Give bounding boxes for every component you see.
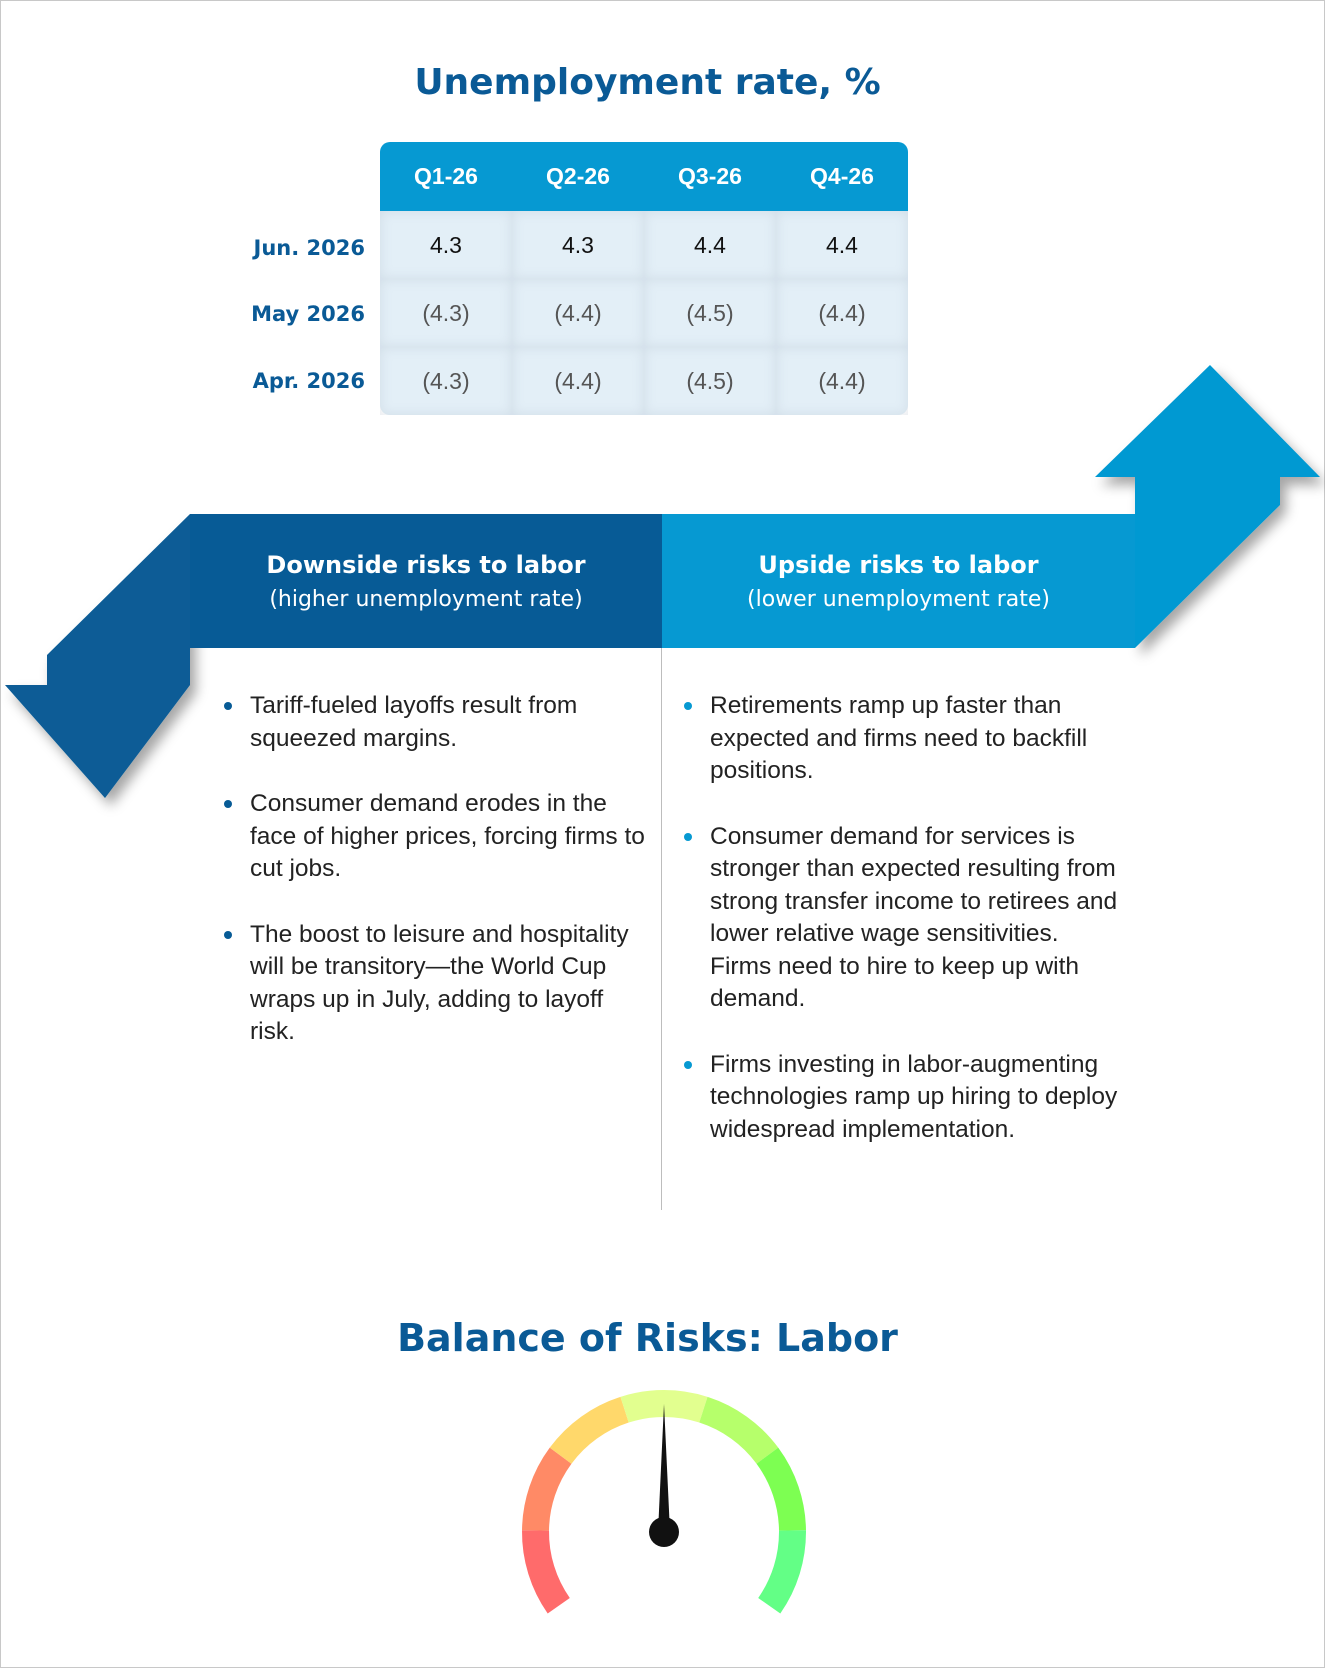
table-cell: (4.3) [380,279,512,347]
table-cell: (4.5) [644,279,776,347]
row-label-apr: Apr. 2026 [252,369,365,393]
list-item: Tariff-fueled layoffs result from squeezed margins. [224,690,654,755]
table-title: Unemployment rate, % [414,62,881,103]
table-cell: 4.3 [380,211,512,279]
row-label-may: May 2026 [251,302,365,326]
gauge-segment [758,1530,806,1613]
upside-heading: Upside risks to labor [758,550,1039,579]
gauge-segment [522,1530,570,1613]
col-q4: Q4-26 [810,163,874,189]
list-item: The boost to leisure and hospitality will be transitory—the World Cup wraps up in July, adding to layoff risk. [224,919,654,1049]
col-q2: Q2-26 [546,163,610,189]
col-q3: Q3-26 [678,163,742,189]
list-item: Retirements ramp up faster than expected and firms need to backfill positions. [684,690,1124,788]
table-cell: (4.4) [776,347,908,415]
row-label-jun: Jun. 2026 [253,236,365,260]
table-cell: 4.3 [512,211,644,279]
table-cell: (4.3) [380,347,512,415]
list-item: Consumer demand for services is stronger than expected resulting from strong transfer income to retirees and lower relative wage sensitivities. Firms need to hire to keep up with demand. [684,821,1124,1016]
table-cell: 4.4 [644,211,776,279]
col-q1: Q1-26 [414,163,478,189]
gauge-pivot [649,1517,679,1547]
table-cell: (4.4) [512,347,644,415]
gauge-segment [550,1397,629,1464]
upside-subheading: (lower unemployment rate) [747,586,1050,612]
gauge-title: Balance of Risks: Labor [397,1316,898,1360]
gauge-segment [699,1397,778,1464]
table-cell: (4.5) [644,347,776,415]
list-item: Consumer demand erodes in the face of higher prices, forcing firms to cut jobs. [224,788,654,886]
table-cell: (4.4) [512,279,644,347]
table-cell: 4.4 [776,211,908,279]
downside-heading: Downside risks to labor [266,550,586,579]
gauge-needle [658,1404,670,1532]
gauge-segment [522,1448,571,1531]
downside-subheading: (higher unemployment rate) [269,586,583,612]
table-cell: (4.4) [776,279,908,347]
gauge-segment [757,1448,806,1531]
list-item: Firms investing in labor-augmenting technologies ramp up hiring to deploy widespread implementation. [684,1049,1124,1147]
